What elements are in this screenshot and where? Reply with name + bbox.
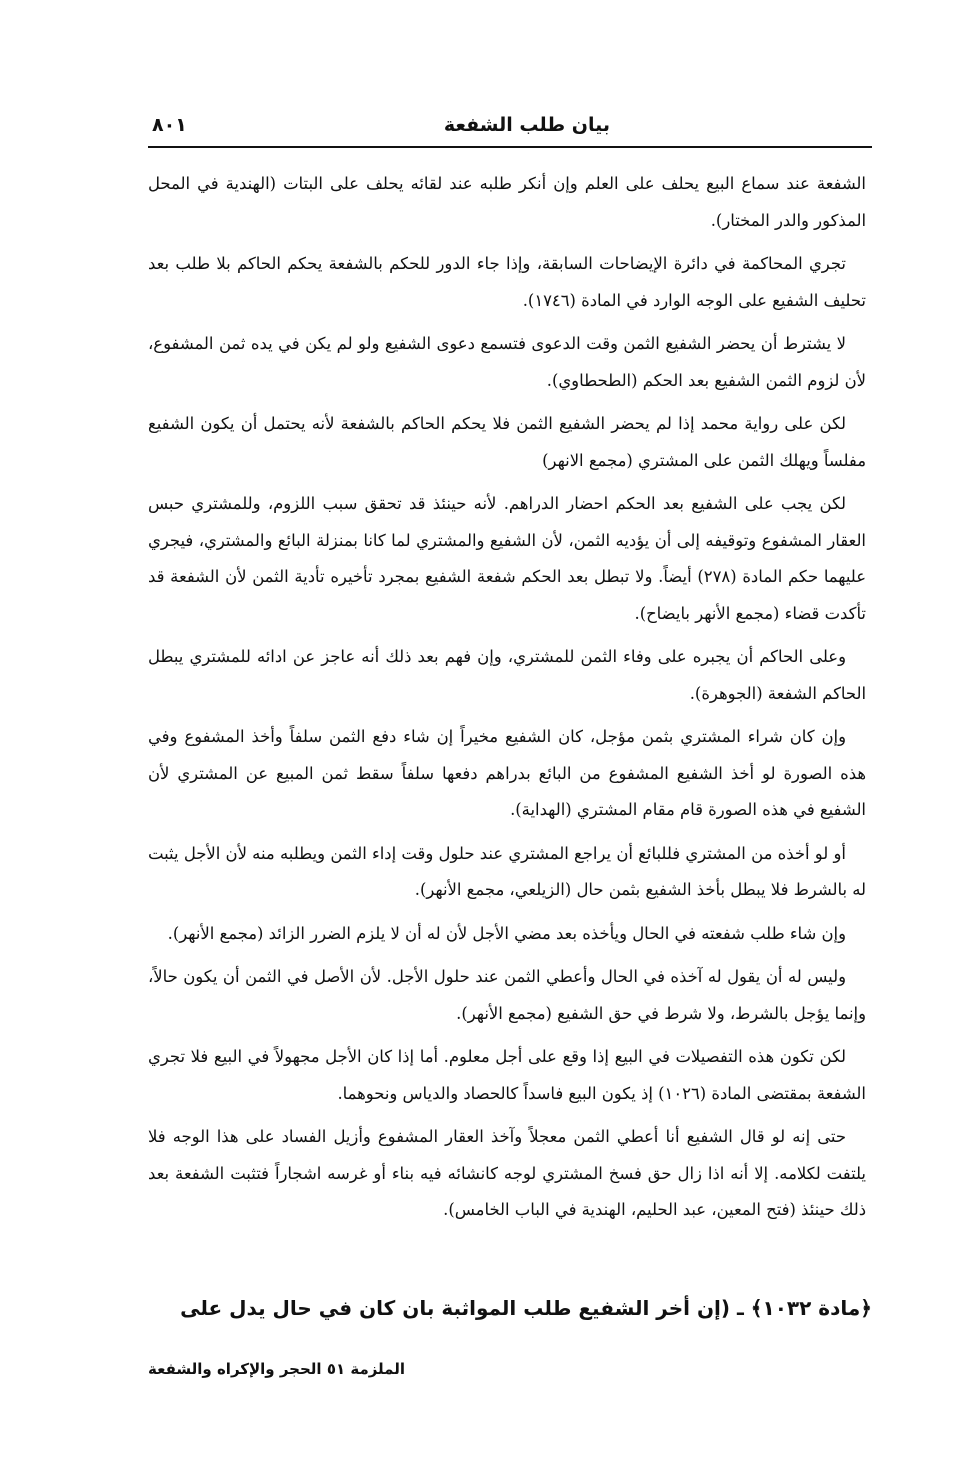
article-heading: ﴿مادة ١٠٣٢﴾ ـ (إن أخر الشفيع طلب المواثبة بان كان في حال يدل على bbox=[180, 1296, 872, 1320]
page-number: ٨٠١ bbox=[152, 114, 187, 136]
header-rule bbox=[148, 146, 872, 148]
paragraph: وعلى الحاكم أن يجبره على وفاء الثمن للمشتري، وإن فهم بعد ذلك أنه عاجز عن ادائه للمشتري يبطل الحاكم الشفعة (الجوهرة). bbox=[148, 647, 866, 703]
paragraph: لكن يجب على الشفيع بعد الحكم احضار الدراهم. لأنه حينئذ قد تحقق سبب اللزوم، وللمشتري حبس العقار المشفوع وتوقيفه إلى أن يؤديه الثمن، لأن الشفيع والمشتري لما كانا بمنزلة البائع والمشتري، فيجري عليهما حكم المادة (٢٧٨) أيضاً. ولا تبطل بعد الحكم شفعة الشفيع بمجرد تأخيره تأدية الثمن لأن الشفعة قد تأكدت قضاء (مجمع الأنهر بايضاح). bbox=[148, 494, 866, 623]
paragraph: وإن شاء طلب شفعته في الحال ويأخذه بعد مضي الأجل لأن له أن لا يلزم الضرر الزائد (مجمع الأنهر). bbox=[167, 923, 846, 943]
signature-footer: الملزمة ٥١ الحجر والإكراه والشفعة bbox=[148, 1360, 406, 1378]
paragraph: تجري المحاكمة في دائرة الإيضاحات السابقة، وإذا جاء الدور للحكم بالشفعة يحكم الحاكم بلا طلب بعد تحليف الشفيع على الوجه الوارد في المادة (١٧٤٦). bbox=[148, 254, 866, 310]
paragraph: وإن كان شراء المشتري بثمن مؤجل، كان الشفيع مخيراً إن شاء دفع الثمن سلفاً وأخذ المشفوع وفي هذه الصورة لو أخذ الشفيع المشفوع من البائع بدراهم دفعها سلفاً سقط ثمن المبيع عن المشتري لأن الشفيع في هذه الصورة قام مقام المشتري (الهداية). bbox=[148, 727, 866, 819]
paragraph: وليس له أن يقول له آخذه في الحال وأعطي الثمن عند حلول الأجل. لأن الأصل في الثمن أن يكون حالاً، وإنما يؤجل بالشرط، ولا شرط في حق الشفيع (مجمع الأنهر). bbox=[148, 967, 866, 1023]
body-text bbox=[148, 166, 866, 1236]
paragraph: الشفعة عند سماع البيع يحلف على العلم وإن أنكر طلبه عند لقائه يحلف على البتات (الهندية في المحل المذكور والدر المختار). bbox=[148, 174, 866, 230]
paragraph: أو لو أخذه من المشتري فللبائع أن يراجع المشتري عند حلول وقت إداء الثمن ويطلبه منه لأن الأجل يثبت له بالشرط فلا يبطل بأخذ الشفيع بثمن حال (الزيلعي، مجمع الأنهر). bbox=[148, 843, 866, 899]
paragraph: لا يشترط أن يحضر الشفيع الثمن وقت الدعوى فتسمع دعوى الشفيع ولو لم يكن في يده ثمن المشفوع، لأن لزوم الثمن الشفيع بعد الحكم (الطحطاوي). bbox=[148, 334, 866, 390]
paragraph: حتى إنه لو قال الشفيع أنا أعطي الثمن معجلاً وآخذ العقار المشفوع وأزيل الفساد على هذا الوجه فلا يلتفت لكلامه. إلا أنه اذا زال حق فسخ المشتري لوجه كانشائه فيه بناء أو غرسه اشجاراً فتثبت الشفعة بعد ذلك حينئذ (فتح المعين، عبد الحليم، الهندية في الباب الخامس). bbox=[148, 1127, 866, 1219]
paragraph: لكن تكون هذه التفصيلات في البيع إذا وقع على أجل معلوم. أما إذا كان الأجل مجهولاً في البيع فلا تجري الشفعة بمقتضى المادة (١٠٢٦) إذ يكون البيع فاسداً كالحصاد والدياس ونحوهما. bbox=[148, 1047, 866, 1103]
running-title: بيان طلب الشفعة bbox=[443, 114, 610, 136]
page-header bbox=[148, 112, 872, 146]
paragraph: لكن على رواية محمد إذا لم يحضر الشفيع الثمن فلا يحكم الحاكم بالشفعة لأنه يحتمل أن يكون الشفيع مفلساً ويهلك الثمن على المشتري (مجمع الانهر) bbox=[148, 414, 866, 470]
